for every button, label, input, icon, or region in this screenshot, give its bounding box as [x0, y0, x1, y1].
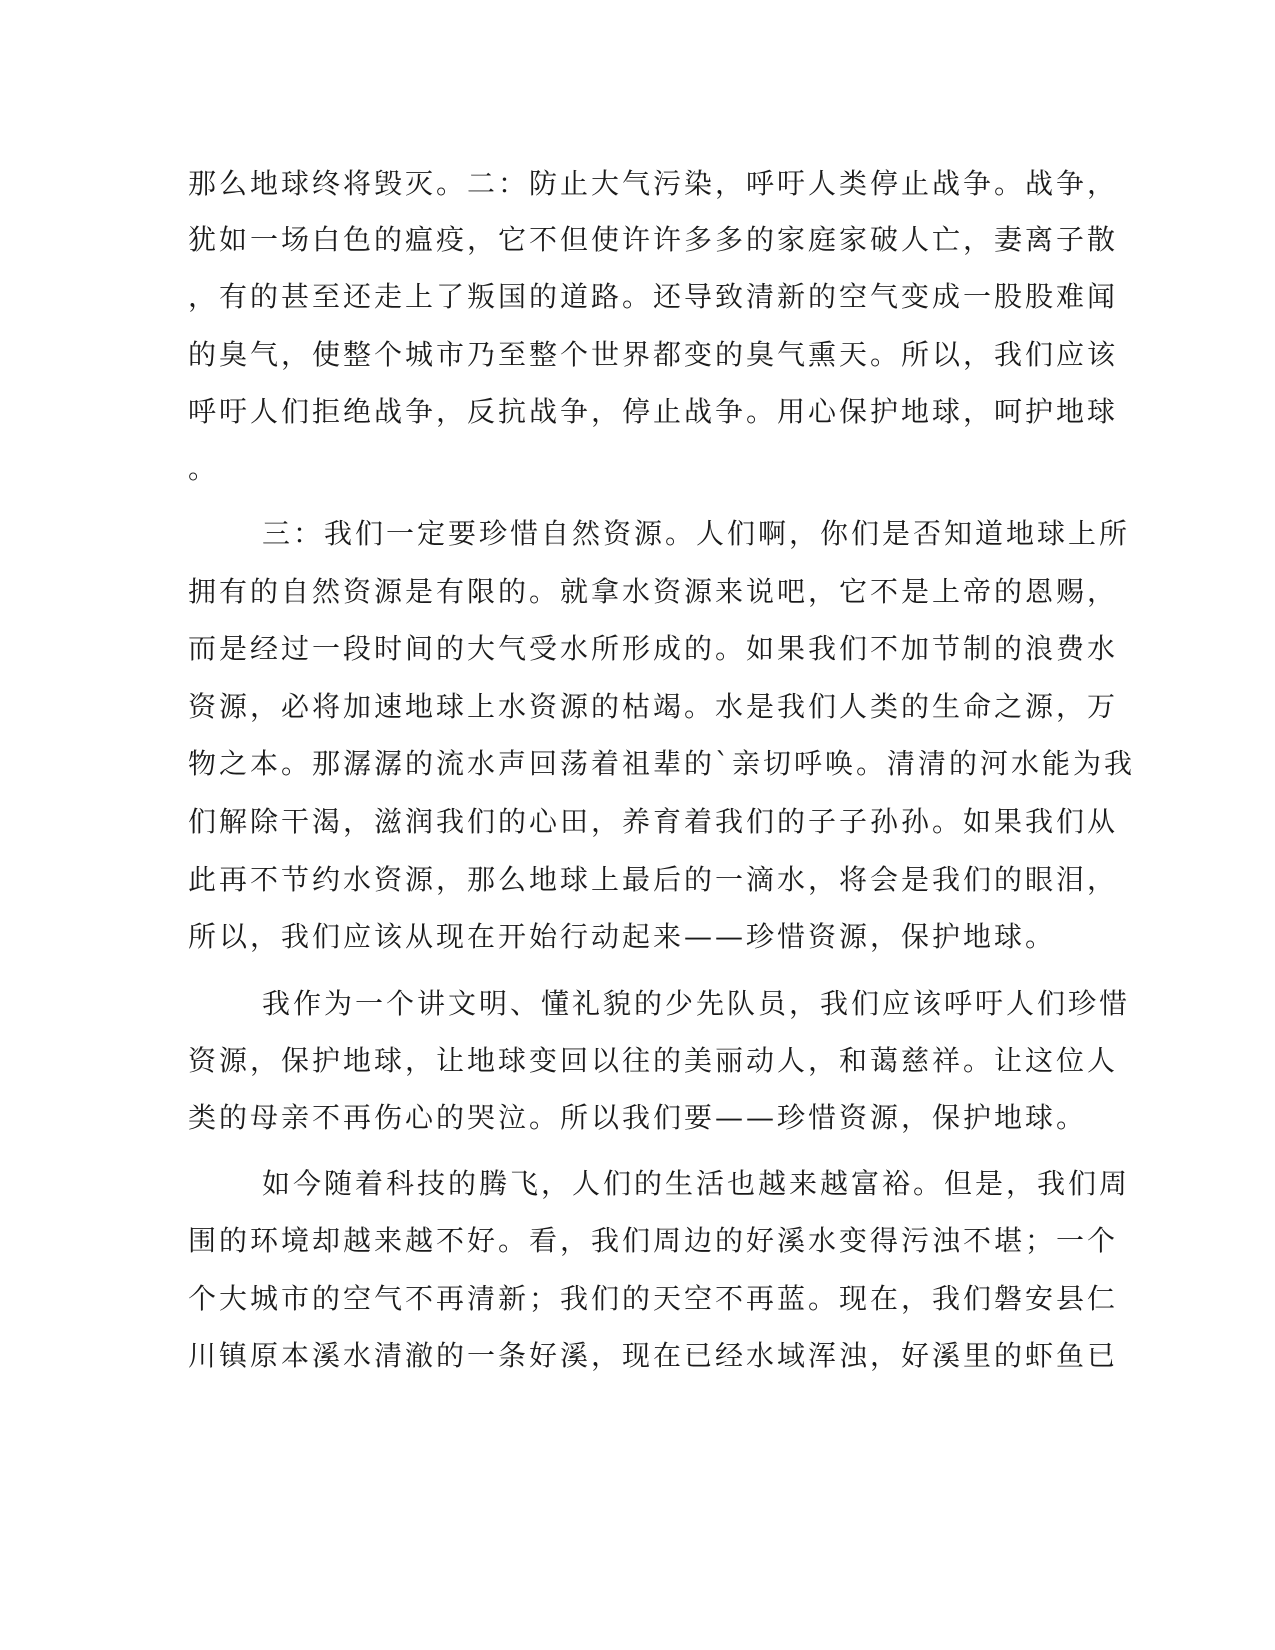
- text-line: 个大城市的空气不再清新；我们的天空不再蓝。现在，我们磐安县仁: [188, 1282, 1119, 1315]
- paragraph-start-line: 我作为一个讲文明、懂礼貌的少先队员，我们应该呼吁人们珍惜: [262, 987, 1131, 1020]
- text-line: 此再不节约水资源，那么地球上最后的一滴水，将会是我们的眼泪，: [188, 863, 1119, 896]
- text-line: 们解除干渴，滋润我们的心田，养育着我们的子子孙孙。如果我们从: [188, 805, 1119, 838]
- text-line: 。: [188, 452, 220, 485]
- text-line: 所以，我们应该从现在开始行动起来——珍惜资源，保护地球。: [188, 920, 1057, 953]
- paragraph-start-line: 如今随着科技的腾飞，人们的生活也越来越富裕。但是，我们周: [262, 1167, 1131, 1200]
- text-line: 物之本。那潺潺的流水声回荡着祖辈的`亲切呼唤。清清的河水能为我: [188, 747, 1136, 780]
- text-line: 资源，必将加速地球上水资源的枯竭。水是我们人类的生命之源，万: [188, 690, 1119, 723]
- text-line: 犹如一场白色的瘟疫，它不但使许许多多的家庭家破人亡，妻离子散: [188, 223, 1119, 256]
- text-line: 而是经过一段时间的大气受水所形成的。如果我们不加节制的浪费水: [188, 632, 1119, 665]
- text-line: 资源，保护地球，让地球变回以往的美丽动人，和蔼慈祥。让这位人: [188, 1044, 1119, 1077]
- text-line: 川镇原本溪水清澈的一条好溪，现在已经水域浑浊，好溪里的虾鱼已: [188, 1339, 1119, 1372]
- text-line: 拥有的自然资源是有限的。就拿水资源来说吧，它不是上帝的恩赐，: [188, 575, 1119, 608]
- text-line: 的臭气，使整个城市乃至整个世界都变的臭气熏天。所以，我们应该: [188, 338, 1119, 371]
- paragraph-start-line: 三：我们一定要珍惜自然资源。人们啊，你们是否知道地球上所: [262, 517, 1131, 550]
- text-line: 围的环境却越来越不好。看，我们周边的好溪水变得污浊不堪；一个: [188, 1224, 1119, 1257]
- text-line: ，有的甚至还走上了叛国的道路。还导致清新的空气变成一股股难闻: [188, 280, 1119, 313]
- text-line: 那么地球终将毁灭。二：防止大气污染，呼吁人类停止战争。战争，: [188, 167, 1119, 200]
- text-line: 类的母亲不再伤心的哭泣。所以我们要——珍惜资源，保护地球。: [188, 1101, 1088, 1134]
- text-line: 呼吁人们拒绝战争，反抗战争，停止战争。用心保护地球，呵护地球: [188, 395, 1119, 428]
